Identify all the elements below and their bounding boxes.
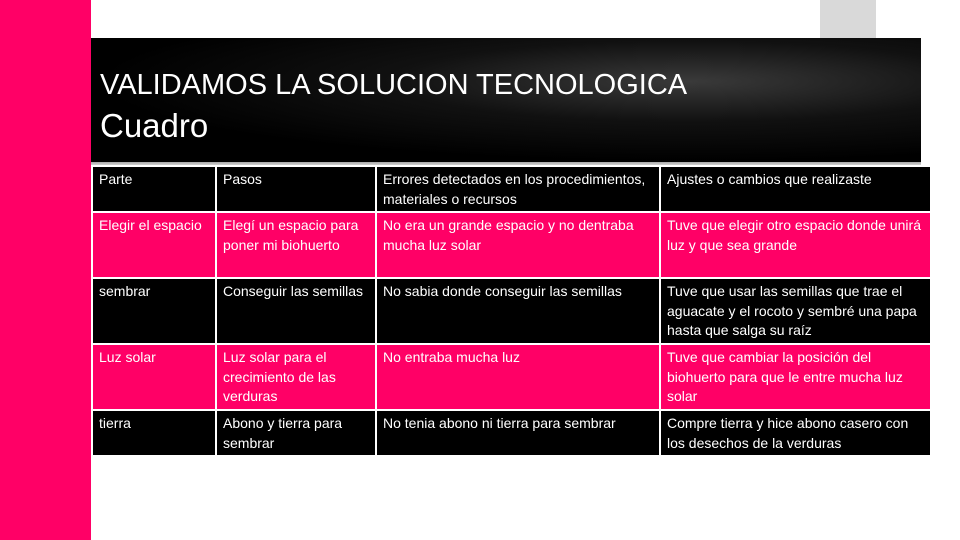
slide-title: VALIDAMOS LA SOLUCION TECNOLOGICA xyxy=(100,69,688,101)
table-header-row xyxy=(92,166,931,212)
table-cell: Tuve que cambiar la posición del biohuerto para que le entre mucha luz solar xyxy=(660,344,931,410)
header-cell-ajustes: Ajustes o cambios que realizaste xyxy=(660,166,931,212)
table-cell: Luz solar xyxy=(92,344,216,410)
table-cell: Compre tierra y hice abono casero con los desechos de la verduras xyxy=(660,410,931,456)
table-row xyxy=(92,344,931,410)
table-cell: No sabia donde conseguir las semillas xyxy=(376,278,660,344)
table-row xyxy=(92,212,931,278)
table-cell: No tenia abono ni tierra para sembrar xyxy=(376,410,660,456)
table-cell: Abono y tierra para sembrar xyxy=(216,410,376,456)
table-cell: No entraba mucha luz xyxy=(376,344,660,410)
title-band xyxy=(91,38,921,162)
header-cell-parte: Parte xyxy=(92,166,216,212)
table-cell: Elegí un espacio para poner mi biohuerto xyxy=(216,212,376,278)
table-cell: Elegir el espacio xyxy=(92,212,216,278)
header-cell-errores: Errores detectados en los procedimientos, materiales o recursos xyxy=(376,166,660,212)
header-cell-pasos: Pasos xyxy=(216,166,376,212)
solution-table xyxy=(91,165,932,457)
table-cell: Tuve que usar las semillas que trae el aguacate y el rocoto y sembré una papa hasta que salga su raíz xyxy=(660,278,931,344)
table-cell: Luz solar para el crecimiento de las verduras xyxy=(216,344,376,410)
table-cell: Conseguir las semillas xyxy=(216,278,376,344)
table-cell: No era un grande espacio y no dentraba mucha luz solar xyxy=(376,212,660,278)
table-cell: tierra xyxy=(92,410,216,456)
table-cell: Tuve que elegir otro espacio donde unirá luz y que sea grande xyxy=(660,212,931,278)
table-row xyxy=(92,410,931,456)
table-row xyxy=(92,278,931,344)
slide-subtitle: Cuadro xyxy=(100,107,209,144)
table-cell: sembrar xyxy=(92,278,216,344)
left-accent-bar xyxy=(0,0,91,540)
